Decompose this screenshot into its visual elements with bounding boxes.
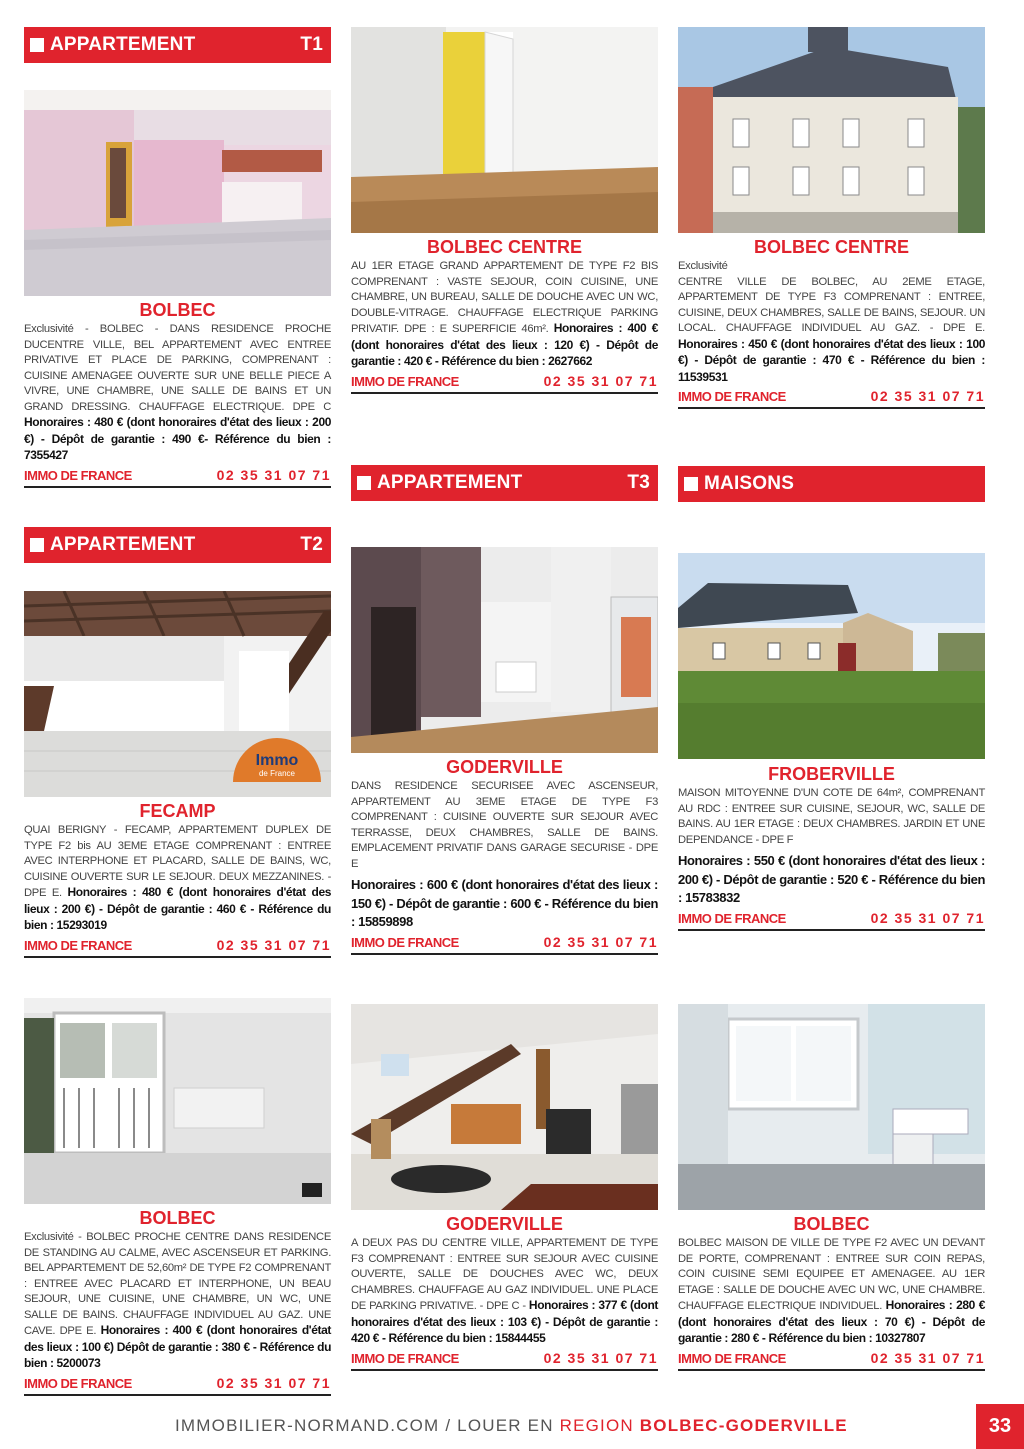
listing-photo-fecamp — [24, 591, 331, 797]
listing-city: GODERVILLE — [446, 757, 563, 777]
exclusivity-label: Exclusivité — [24, 1231, 74, 1243]
listing-description: - BOLBEC - DANS RESIDENCE PROCHE DUCENTRE VILLE, BEL APPARTEMENT AVEC ENTREE PRIVATIVE ET PLACE DE PARKING, COMPRENANT : CUISINE AMENAGEE OUVERTE SUR UNE BELLE PIECE A VIVRE, UNE CHAMBRE, UNE SALLE DE BAINS ET UN GRAND DRESSING. CHAUFFAGE ELECTRIQUE. DPE C — [24, 323, 331, 413]
listing-bolbec-centre-f2 — [351, 237, 658, 394]
square-icon — [30, 538, 44, 552]
category-banner-maisons — [678, 466, 985, 502]
listing-fecamp — [24, 801, 331, 958]
banner-label: MAISONS — [704, 473, 795, 494]
listing-description: AU 1ER ETAGE GRAND APPARTEMENT DE TYPE F2 BIS COMPRENANT : VASTE SEJOUR, COIN CUISINE, UNE CHAMBRE, UN BUREAU, SALLE DE DOUCHE AVEC UN WC, DOUBLE-VITRAGE. CHAUFFAGE ELECTRIQUE PARKING PRIVATIF. DPE : E SUPERFICIE 46m². — [351, 260, 658, 335]
agency-row — [351, 934, 658, 955]
listing-photo-bolbec-maison — [678, 1004, 985, 1210]
agency-row — [678, 910, 985, 931]
listing-fees: Honoraires : 377 € (dont honoraires d'état des lieux : 103 €) - Dépôt de garantie : 420 € - Référence du bien : 15844455 — [351, 1298, 658, 1345]
listing-description: BOLBEC MAISON DE VILLE DE TYPE F2 AVEC UN DEVANT DE PORTE, COMPRENANT : ENTREE SUR COIN REPAS, COIN CUISINE SEMI EQUIPEE ET AMENAGEE. AU 1ER ETAGE : SALLE DE DOUCHE AVEC UN WC, UNE CHAMBRE. CHAUFFAGE ELECTRIQUE INDIVIDUEL. — [678, 1237, 985, 1312]
listing-fees: Honoraires : 280 € (dont honoraires d'état des lieux : 70 €) - Dépôt de garantie : 280 € - Référence du bien : 10327807 — [678, 1298, 985, 1345]
agency-row — [678, 388, 985, 409]
listing-fees: Honoraires : 450 € (dont honoraires d'état des lieux : 100 €) - Dépôt de garantie : 470 € - Référence du bien : 11539531 — [678, 336, 985, 384]
footer-text — [175, 1416, 848, 1436]
category-banner-t2 — [24, 527, 331, 563]
category-banner-t1 — [24, 27, 331, 63]
page-number: 33 — [976, 1404, 1024, 1449]
footer-louer: LOUER EN — [457, 1416, 560, 1435]
listing-froberville — [678, 764, 985, 931]
listing-city: GODERVILLE — [446, 1214, 563, 1234]
agency-row — [24, 467, 331, 488]
listing-description: A DEUX PAS DU CENTRE VILLE, APPARTEMENT DE TYPE F3 COMPRENANT : ENTREE SUR SEJOUR AVEC CUISINE OUVERTE, SALLE DE DOUCHES AVEC WC, DEUX CHAMBRES. CHAUFFAGE AU GAZ INDIVIDUEL. UNE PLACE DE PARKING PRIVATIVE. - DPE C - — [351, 1237, 658, 1312]
listing-fees: Honoraires : 480 € (dont honoraires d'état des lieux : 200 €) - Dépôt de garantie : 460 € - Référence du bien : 15293019 — [24, 885, 331, 932]
listing-photo-froberville — [678, 553, 985, 759]
logo-text-2: de France — [258, 769, 296, 778]
listing-photo-bolbec-centre-1 — [351, 27, 658, 233]
listing-city: BOLBEC — [793, 1214, 870, 1234]
agency-phone[interactable]: 02 35 31 07 71 — [543, 1349, 658, 1366]
agency-phone[interactable]: 02 35 31 07 71 — [216, 1374, 331, 1391]
listing-bolbec-t1 — [24, 300, 331, 488]
listing-city: BOLBEC CENTRE — [426, 237, 582, 257]
agency-name: IMMO DE FRANCE — [24, 467, 132, 483]
banner-type: T2 — [300, 534, 323, 555]
listing-fees: Honoraires : 550 € (dont honoraires d'état des lieux : 200 €) - Dépôt de garantie : 520 € - Référence du bien : 15783832 — [678, 853, 985, 905]
logo-text-1: Immo — [255, 752, 299, 769]
listing-goderville-f3-a — [351, 757, 658, 955]
banner-type: T1 — [300, 34, 323, 55]
agency-name: IMMO DE FRANCE — [351, 934, 459, 950]
footer-site-link[interactable]: IMMOBILIER-NORMAND.COM / — [175, 1416, 458, 1435]
agency-name: IMMO DE FRANCE — [678, 910, 786, 926]
banner-label: APPARTEMENT — [50, 534, 196, 555]
agency-row — [351, 373, 658, 394]
footer-area: BOLBEC-GODERVILLE — [639, 1416, 848, 1435]
listing-fees: Honoraires : 400 € (dont honoraires d'état des lieux : 100 €) Dépôt de garantie : 380 € - Référence du bien : 5200073 — [24, 1323, 331, 1370]
agency-name: IMMO DE FRANCE — [24, 1375, 132, 1391]
agency-phone[interactable]: 02 35 31 07 71 — [870, 909, 985, 926]
listing-description: QUAI BERIGNY - FECAMP, APPARTEMENT DUPLEX DE TYPE F2 bis AU 3EME ETAGE COMPRENANT : ENTREE AVEC INTERPHONE ET PLACARD, SALLE DE BAINS, WC, CUISINE OUVERTE SUR LE SEJOUR. DEUX MEZZANINES. - DPE E. — [24, 824, 331, 899]
agency-name: IMMO DE FRANCE — [351, 373, 459, 389]
agency-row — [351, 1350, 658, 1371]
square-icon — [357, 476, 371, 490]
banner-label: APPARTEMENT — [377, 472, 523, 493]
banner-label: APPARTEMENT — [50, 34, 196, 55]
agency-phone[interactable]: 02 35 31 07 71 — [216, 466, 331, 483]
banner-type: T3 — [627, 472, 650, 493]
listing-photo-goderville-1 — [351, 547, 658, 753]
listing-bolbec-f2 — [24, 1208, 331, 1396]
listing-photo-bolbec-t2 — [24, 998, 331, 1204]
category-banner-t3 — [351, 465, 658, 501]
square-icon — [30, 38, 44, 52]
agency-phone[interactable]: 02 35 31 07 71 — [870, 1349, 985, 1366]
agency-name: IMMO DE FRANCE — [24, 937, 132, 953]
agency-phone[interactable]: 02 35 31 07 71 — [216, 936, 331, 953]
page-footer — [0, 1404, 1024, 1449]
listing-fees: Honoraires : 600 € (dont honoraires d'état des lieux : 150 €) - Dépôt de garantie : 600 € - Référence du bien : 15859898 — [351, 877, 658, 929]
listing-fees: Honoraires : 480 € (dont honoraires d'état des lieux : 200 €) - Dépôt de garantie : 490 €- Référence du bien : 7355427 — [24, 415, 331, 462]
square-icon — [684, 477, 698, 491]
agency-name: IMMO DE FRANCE — [678, 1350, 786, 1366]
listing-description: MAISON MITOYENNE D'UN COTE DE 64m², COMPRENANT AU RDC : ENTREE SUR CUISINE, SEJOUR, WC, SALLE DE BAINS. AU 1ER ETAGE : DEUX CHAMBRES. JARDIN ET UNE DEPENDANCE - DPE F — [678, 787, 985, 846]
listing-photo-bolbec-centre-2 — [678, 27, 985, 233]
exclusivity-label: Exclusivité — [678, 260, 728, 272]
listing-photo-bolbec-t1 — [24, 90, 331, 296]
listing-city: FECAMP — [139, 801, 216, 821]
listing-city: BOLBEC — [139, 1208, 216, 1228]
listing-description: DANS RESIDENCE SECURISEE AVEC ASCENSEUR, APPARTEMENT AU 3EME ETAGE DE TYPE F3 COMPRENANT : CUISINE OUVERTE SUR SEJOUR AVEC TERRASSE, DEUX CHAMBRES, SALLE DE BAINS. EMPLACEMENT PRIVATIF DANS GARAGE SECURISE - DPE E — [351, 780, 658, 870]
listing-description: CENTRE VILLE DE BOLBEC, AU 2EME ETAGE, APPARTEMENT DE TYPE F3 COMPRENANT : ENTREE, CUISINE, DEUX CHAMBRES, SALLE DE BAINS, SEJOUR. UN LOCAL. CHAUFFAGE INDIVIDUEL AU GAZ. - DPE E. — [678, 275, 985, 334]
agency-name: IMMO DE FRANCE — [351, 1350, 459, 1366]
agency-row — [678, 1350, 985, 1371]
agency-phone[interactable]: 02 35 31 07 71 — [870, 388, 985, 404]
footer-region: REGION — [559, 1416, 640, 1435]
listing-fees: Honoraires : 400 € (dont honoraires d'état des lieux : 120 €) - Dépôt de garantie : 420 € - Référence du bien : 2627662 — [351, 321, 658, 368]
listing-city: FROBERVILLE — [768, 764, 895, 784]
agency-phone[interactable]: 02 35 31 07 71 — [543, 372, 658, 389]
listing-bolbec-centre-f3 — [678, 237, 985, 409]
listing-photo-goderville-2 — [351, 1004, 658, 1210]
agency-name: IMMO DE FRANCE — [678, 389, 786, 404]
agency-row — [24, 1375, 331, 1396]
listing-city: BOLBEC — [139, 300, 216, 320]
agency-phone[interactable]: 02 35 31 07 71 — [543, 933, 658, 950]
listing-goderville-f3-b — [351, 1214, 658, 1371]
listing-city: BOLBEC CENTRE — [753, 237, 909, 257]
listing-description: - BOLBEC PROCHE CENTRE DANS RESIDENCE DE STANDING AU CALME, AVEC ASCENSEUR ET PARKING. BEL APPARTEMENT DE 52,60m² DE TYPE F2 COMPRENANT : ENTREE AVEC PLACARD ET INTERPHONE, UN BEAU SEJOUR, UNE CUISINE, UNE CHAMBRE, UN WC, UNE SALLE DE BAINS. CHAUFFAGE INDIVIDUEL AU GAZ. UNE CAVE. DPE E. — [24, 1231, 331, 1337]
listing-bolbec-maison — [678, 1214, 985, 1371]
exclusivity-label: Exclusivité — [24, 323, 74, 335]
agency-row — [24, 937, 331, 958]
